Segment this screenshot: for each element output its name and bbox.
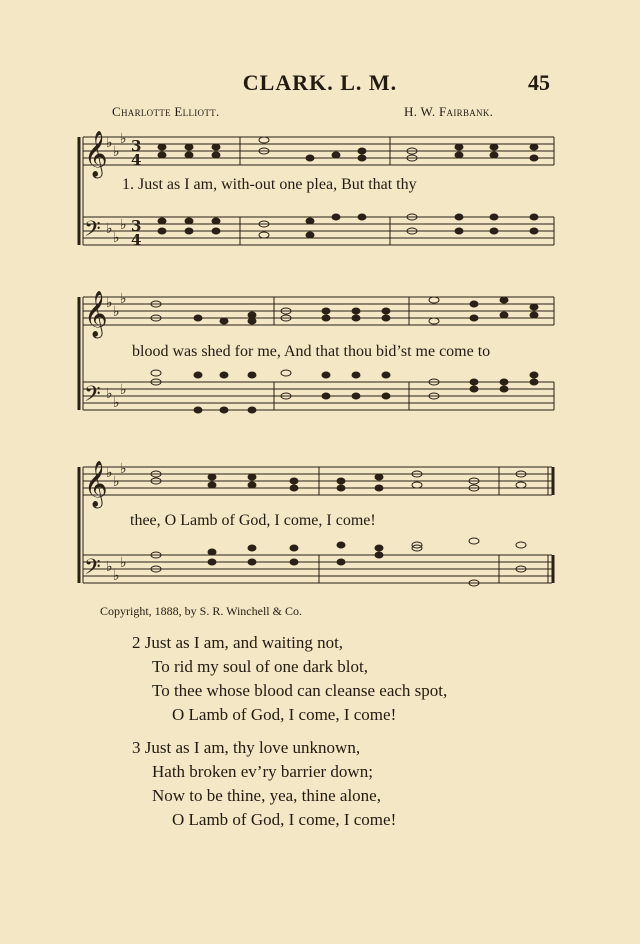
verse-2-line-4: O Lamb of God, I come, I come! (172, 705, 397, 724)
lyric-line-2: blood was shed for me, And that thou bid’st me come to (132, 343, 491, 360)
svg-text:♭: ♭ (113, 144, 120, 160)
svg-text:♭: ♭ (113, 304, 120, 320)
verse-3-line-4: O Lamb of God, I come, I come! (172, 810, 397, 829)
verse-2-line-2: To rid my soul of one dark blot, (152, 657, 369, 676)
lyricist-credit: Charlotte Elliott. (112, 104, 220, 119)
hymn-title: CLARK. L. M. (242, 70, 398, 95)
svg-text:♭: ♭ (113, 568, 120, 584)
svg-text:3: 3 (131, 137, 142, 155)
lyric-line-3: thee, O Lamb of God, I come, I come! (130, 512, 376, 529)
svg-text:♭: ♭ (120, 217, 127, 233)
svg-text:♭: ♭ (106, 295, 113, 311)
svg-text:4: 4 (131, 151, 142, 169)
svg-text:4: 4 (131, 231, 142, 249)
svg-text:𝄢: 𝄢 (84, 382, 101, 412)
svg-text:𝄞: 𝄞 (84, 461, 108, 507)
copyright-notice: Copyright, 1888, by S. R. Winchell & Co. (100, 604, 302, 618)
svg-text:♭: ♭ (120, 291, 127, 307)
verse-3-line-2: Hath broken ev’ry barrier down; (152, 762, 373, 781)
svg-text:♭: ♭ (106, 559, 113, 575)
svg-text:♭: ♭ (113, 230, 120, 246)
verse-2 (132, 631, 447, 727)
svg-text:𝄢: 𝄢 (84, 555, 101, 585)
svg-text:♭: ♭ (120, 461, 127, 477)
verse-3 (132, 736, 396, 832)
svg-text:♭: ♭ (106, 221, 113, 237)
composer-credit: H. W. Fairbank. (404, 104, 494, 119)
page-number: 45 (528, 70, 550, 95)
svg-text:♭: ♭ (120, 382, 127, 398)
svg-text:♭: ♭ (113, 395, 120, 411)
verse-3-line-3: Now to be thine, yea, thine alone, (152, 786, 381, 805)
verse-2-line-3: To thee whose blood can cleanse each spot, (152, 681, 448, 700)
svg-text:♭: ♭ (120, 555, 127, 571)
svg-text:♭: ♭ (106, 386, 113, 402)
svg-text:𝄞: 𝄞 (84, 131, 108, 177)
svg-text:♭: ♭ (120, 131, 127, 147)
verse-3-line-1: 3 Just as I am, thy love unknown, (132, 738, 361, 757)
svg-text:𝄞: 𝄞 (84, 291, 108, 337)
verse-2-line-1: 2 Just as I am, and waiting not, (132, 633, 344, 652)
svg-text:𝄢: 𝄢 (84, 217, 101, 247)
lyric-line-1: 1. Just as I am, with-out one plea, But that thy (122, 176, 417, 193)
svg-text:3: 3 (131, 217, 142, 235)
svg-text:♭: ♭ (113, 474, 120, 490)
svg-text:♭: ♭ (106, 465, 113, 481)
svg-text:♭: ♭ (106, 135, 113, 151)
